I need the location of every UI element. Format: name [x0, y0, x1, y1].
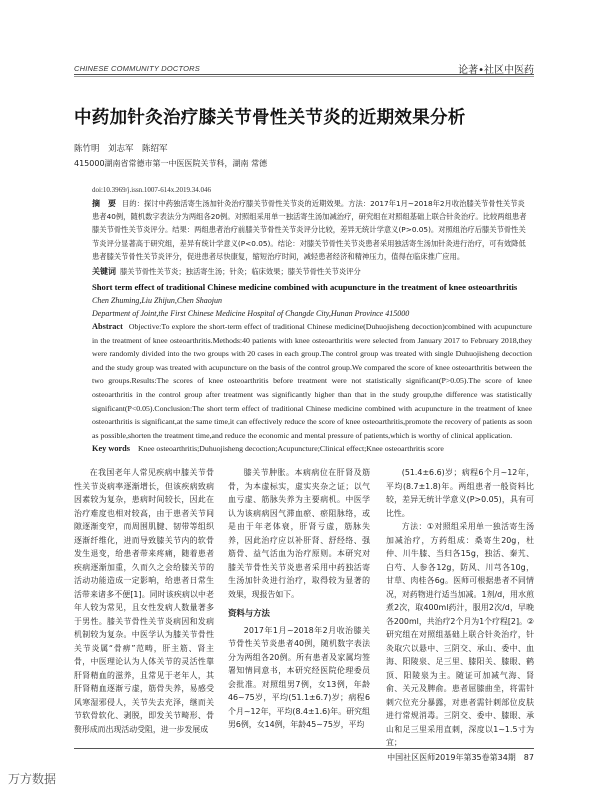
en-title: Short term effect of traditional Chinese medicine combined with acupuncture in the treatment of knee osteoarthritis — [92, 282, 518, 292]
header-rule-thin — [74, 76, 534, 77]
authors: 陈竹明 刘志军 陈绍军 — [74, 144, 168, 154]
section-heading: 资料与方法 — [228, 608, 270, 618]
abstract-cn — [92, 197, 532, 263]
keywords-cn-label: 关键词 — [92, 267, 116, 276]
keywords-cn-text: 膝关节骨性关节炎；独活寄生汤；针灸；临床效果；膝关节骨性关节炎评分 — [120, 267, 361, 276]
doi: doi:10.3969/j.issn.1007-614x.2019.34.046 — [92, 186, 212, 194]
abstract-en-label: Abstract — [92, 322, 123, 331]
body-column-3 — [386, 466, 534, 750]
en-authors: Chen Zhuming,Liu Zhijun,Chen Shaojun — [92, 296, 223, 305]
header-journal-en: CHINESE COMMUNITY DOCTORS — [74, 64, 200, 73]
body-paragraph: 在我国老年人常见疾病中膝关节骨性关节炎病率逐渐增长，但该疾病致病因素较为复杂，患病时间较长，因此在治疗难度也相对较高，由于患者关节间隙逐渐变窄，而周围肌腱、韧带等组织逐渐纤维化，进而导致膝关节内的软骨发生退变，给患者带来疼痛，随着患者疾病逐渐加重，久而久之会给膝关节的活动功能造成一定影响，给患者日常生活带来诸多不便[1]。同时该疾病以中老年人较为常见，且女性发病人数量著多于男性。膝关节骨性关节炎病因和发病机制较为复杂。中医学认为膝关节骨性关节炎属“骨痹”范畴，肝主筋、肾主骨，中医理论认为人体关节的灵活性靠肝肾精血的滋养，且常见于老年人，其肝肾精血逐渐亏虚，筋骨失养，易感受风寒湿邪侵人，关节失去充泽，继而关节软骨软化、剥脱，即发关节畸形、骨赘形成而出现活动受阻，进一步发展成 — [74, 468, 214, 734]
body-column-1 — [74, 466, 214, 736]
watermark: 万方数据 — [8, 772, 57, 786]
body-column-2 — [228, 466, 370, 732]
header-column: 论著•社区中医药 — [458, 65, 534, 76]
keywords-en — [92, 444, 532, 453]
abstract-en-text: Objective:To explore the short-term effect of traditional Chinese medicine(Duhuojisheng decoction)combined with acupuncture in the treatment of knee osteoarthritis.Methods:40 patients with knee osteoarthritis were selected from January 2017 to February 2018,they were randomly divided into the two groups with 20 cases in each group.The control group was treated with single Duhuojisheng decoction and the study group was treated with acupuncture on the basis of the control group.We compared the score of knee osteoarthritis between the two groups.Results:The scores of knee osteoarthritis before treatment were not statistically significant(P>0.05).The score of knee osteoarthritis in the control group after treatment was significantly higher than that in the study group,the difference was statistically significant(P<0.05).Conclusion:The short term effect of traditional Chinese medicine combined with acupuncture in the treatment of knee osteoarthritis is significant,at the same time,it can effectively reduce the score of knee osteoarthritis,promote the recovery of patients as soon as possible,shorten the treatment time,and reduce the economic and mental pressure of patients,which is worthy of clinical application. — [92, 322, 532, 440]
body-paragraph: (51.4±6.6)岁；病程6个月~12年，平均(8.7±1.8)年。两组患者一般资料比较，差异无统计学意义(P>0.05)，具有可比性。 — [386, 468, 534, 518]
keywords-en-text: Knee osteoarthritis;Duhuojisheng decoction;Acupuncture;Clinical effect;Knee osteoarthritis score — [138, 444, 444, 453]
keywords-cn — [92, 266, 532, 277]
affiliation: 415000湖南省常德市第一中医医院关节科，湖南 常德 — [74, 159, 268, 168]
keywords-en-label: Key words — [92, 444, 131, 453]
footer-text: 中国社区医师2019年第35卷第34期 87 — [387, 753, 534, 762]
body-paragraph: 方法：①对照组采用单一独活寄生汤加减治疗，方药组成：桑寄生20g，杜仲、川牛膝、当归各15g，独活、秦艽、白芍、人参各12g，防风、川芎各10g，甘草、肉桂各6g。医师可根据患者不同情况，对药物进行适当加减。1剂/d，用水煎煮2次，取400ml药汁，服用2次/d，早晚各200ml，共治疗2个月为1个疗程[2]。②研究组在对照组基础上联合针灸治疗，针灸取穴以悬中、三阴交、承山、委中、血海、阳陵泉、足三里、膝阳关、膝眼、鹤顶、阳陵泉为主。随证可加减气海、肾俞、关元及脾俞。患者屈膝曲坐，将需针刺穴位充分暴露，对患者需针刺部位皮肤进行常规消毒。三阴交、委中、膝眼、承山和足三里采用直刺，深度以1~1.5寸为宜； — [386, 522, 534, 747]
header-rule — [74, 74, 534, 75]
body-paragraph: 膝关节肿胀。本病病位在肝肾及筋骨，为本虚标实，虚实夹杂之证；以气血亏虚、筋脉失养为主要病机。中医学认为该病病因气滞血瘀、瘀阻脉络，或是由于年老体衰，肝肾亏虚，筋脉失养，因此治疗应以补肝肾、舒经络、强筋骨、益气活血为治疗原则。本研究对膝关节骨性关节炎患者采用中药独活寄生汤加针灸进行治疗，取得较为显著的效果，现报告如下。 — [228, 468, 370, 599]
article-title: 中药加针灸治疗膝关节骨性关节炎的近期效果分析 — [74, 108, 466, 128]
footer-rule — [74, 748, 534, 749]
en-affiliation: Department of Joint,the First Chinese Medicine Hospital of Changde City,Hunan Province 415000 — [92, 309, 410, 318]
abstract-cn-text: 目的：探讨中药独活寄生汤加针灸治疗膝关节骨性关节炎的近期效果。方法：2017年1月~2018年2月收治膝关节骨性关节炎患者40例，随机数字表法分为两组各20例。对照组采用单一独活寄生汤加减治疗，研究组在对照组基础上联合针灸治疗。比较两组患者膝关节骨性关节炎评分。结果：两组患者治疗前膝关节骨性关节炎评分比较，差异无统计学意义(P>0.05)。对照组治疗后膝关节骨性关节炎评分显著高于研究组，差异有统计学意义(P<0.05)。结论：对膝关节骨性关节炎患者采用独活寄生汤加针灸进行治疗，可有效降低患者膝关节骨性关节炎评分，促进患者尽快康复，缩短治疗时间，减轻患者经济和精神压力，值得在临床推广应用。 — [92, 199, 527, 261]
abstract-en — [92, 320, 532, 442]
abstract-cn-label: 摘 要 — [92, 199, 116, 208]
body-paragraph: 2017年1月~2018年2月收治膝关节骨性关节炎患者40例，随机数字表法分为两组各20例。所有患者及家属均签署知情同意书，本研究经医院伦理委员会批准。对照组男7例，女13例，年龄46~75岁，平均(51.1±6.7)岁；病程6个月~12年，平均(8.4±1.6)年。研究组男6例，女14例，年龄45~75岁，平均 — [228, 625, 370, 729]
